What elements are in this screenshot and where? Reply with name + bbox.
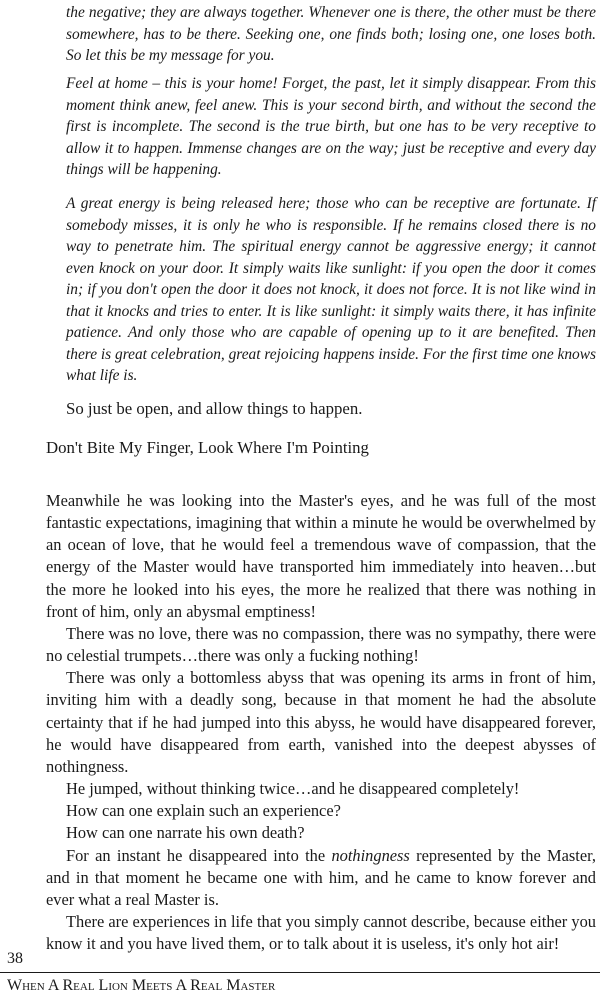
page-number: 38 — [7, 950, 23, 967]
emphasis-word: nothingness — [331, 845, 410, 865]
body-paragraph: He jumped, without thinking twice…and he disappeared completely! — [66, 779, 520, 799]
paragraph-text: For an instant he disappeared into the — [66, 845, 332, 865]
body-paragraph: There are experiences in life that you simply cannot describe, because either you know it and you have lived them, or to talk about it is useless, it's only hot air! — [46, 911, 596, 954]
quote-paragraph: the negative; they are always together. Whenever one is there, the other must be there somewhere, has to be there. Seeking one, one finds both; losing one, one loses both. So let this be my message for you. — [66, 4, 596, 64]
section-heading: Don't Bite My Finger, Look Where I'm Pointing — [46, 438, 369, 457]
footer-rule — [0, 972, 600, 973]
quote-paragraph: A great energy is being released here; those who can be receptive are fortunate. If somebody misses, it is only he who is responsible. If he remains closed there is no way to penetrate him. The spiritual energy cannot be aggressive energy; it cannot even knock on your door. It simply waits like sunlight: if you open the door it comes in; if you don't open the door it does not knock, it does not force. It is not like wind in that it knocks and tries to enter. It is like sunlight: it simply waits there, it has infinite patience. And only those who are capable of opening up to it are benefited. Then there is great celebration, great rejoicing happens inside. For the first time one knows what life is. — [66, 195, 596, 384]
body-paragraph — [46, 845, 596, 911]
body-text — [46, 490, 596, 955]
paragraph-text: represented by the Master, and in that moment he became one with him, and he came to know forever and ever what a real Master is. — [46, 845, 596, 909]
body-paragraph: How can one explain such an experience? — [66, 801, 341, 821]
body-paragraph: How can one narrate his own death? — [66, 823, 305, 843]
body-paragraph: There was only a bottomless abyss that was opening its arms in front of him, inviting him with a deadly song, because in that moment he had the absolute certainty that if he had jumped into this abyss, he would have disappeared forever, he would have disappeared from earth, vanished into the deepest abysses of nothingness. — [46, 668, 596, 776]
body-paragraph: Meanwhile he was looking into the Master's eyes, and he was full of the most fantastic expectations, imagining that within a minute he would be overwhelmed by an ocean of love, that he would feel a tremendous wave of compassion, that the energy of the Master would have transported him immediately into heaven…but the more he looked into his eyes, the more he realized that there was nothing in front of him, only an abysmal emptiness! — [46, 491, 596, 621]
closing-line: So just be open, and allow things to happen. — [66, 399, 363, 418]
body-paragraph: There was no love, there was no compassion, there was no sympathy, there were no celestial trumpets…there was only a fucking nothing! — [46, 623, 596, 666]
quote-paragraph: Feel at home – this is your home! Forget, the past, let it simply disappear. From this moment think anew, feel anew. This is your second birth, and without the second the first is incomplete. The second is the true birth, but one has to be very receptive to allow it to happen. Immense changes are on the way; just be receptive and every day things will be happening. — [66, 75, 596, 178]
running-head: When A Real Lion Meets A Real Master — [7, 977, 276, 994]
